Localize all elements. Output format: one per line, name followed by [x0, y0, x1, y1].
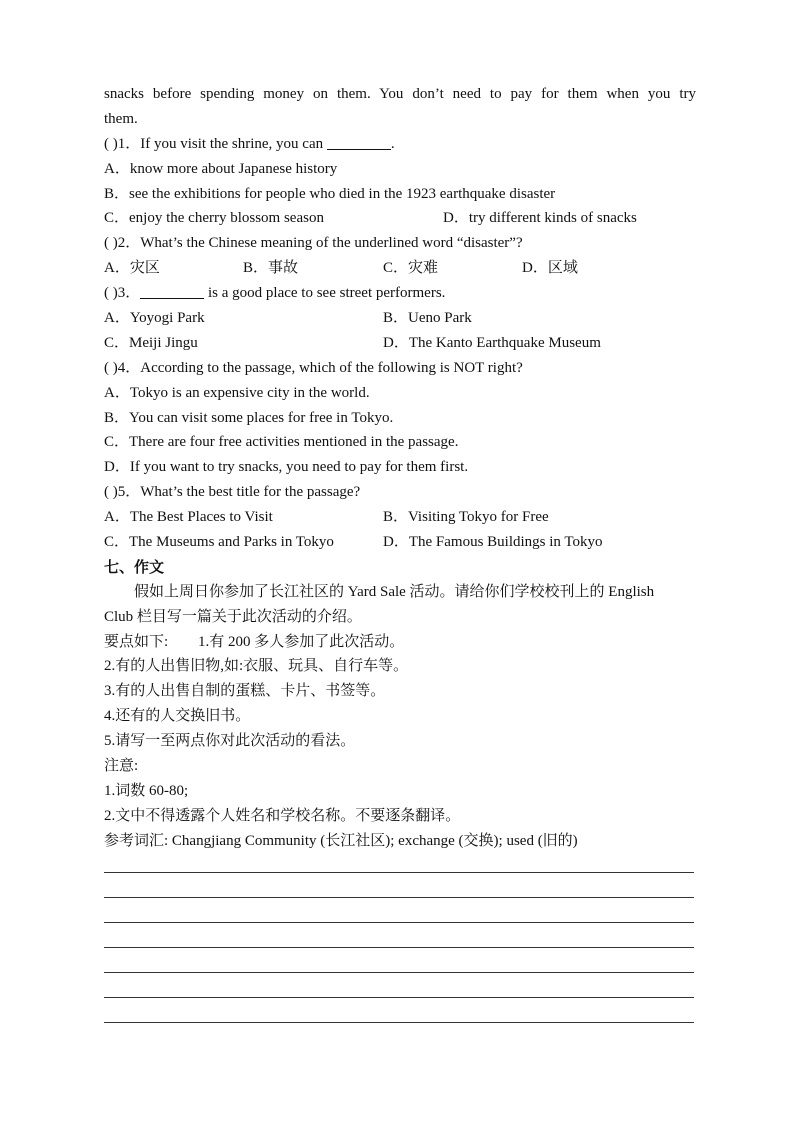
- question-2-options: [104, 256, 696, 281]
- writing-line[interactable]: [104, 947, 694, 948]
- points-label: 要点如下:: [104, 633, 169, 650]
- question-4-option-b: B．You can visit some places for free in Tokyo.: [104, 409, 394, 426]
- answer-blank: [327, 133, 391, 150]
- writing-line[interactable]: [104, 997, 694, 998]
- writing-point: 2.有的人出售旧物,如:衣服、玩具、自行车等。: [104, 658, 409, 675]
- question-5-option-a: A．The Best Places to Visit: [104, 509, 273, 526]
- question-4-option-c: C．There are four free activities mentioned in the passage.: [104, 434, 459, 451]
- question-4-option-a: A．Tokyo is an expensive city in the world.: [104, 384, 370, 401]
- question-2-option-d: D．区域: [522, 260, 578, 277]
- passage-text-line: them.: [104, 110, 138, 127]
- question-1-option-a: A．know more about Japanese history: [104, 160, 338, 177]
- question-2-option-b: B．事故: [243, 260, 299, 277]
- question-1-option-c: C．enjoy the cherry blossom season: [104, 210, 324, 227]
- writing-point: 4.还有的人交换旧书。: [104, 708, 251, 725]
- writing-point: 5.请写一至两点你对此次活动的看法。: [104, 733, 356, 750]
- question-3-tail: is a good place to see street performers.: [204, 285, 446, 302]
- question-5-options-ab: [104, 505, 696, 530]
- passage-text-line: snacks before spending money on them. You don’t need to pay for them when you try: [104, 86, 696, 102]
- question-1-option-d: D．try different kinds of snacks: [443, 210, 637, 227]
- vocabulary-reference: 参考词汇: Changjiang Community (长江社区); exchange (交换); used (旧的): [104, 832, 578, 849]
- question-1-option-b: B．see the exhibitions for people who died in the 1923 earthquake disaster: [104, 185, 556, 202]
- notes-label: 注意:: [104, 758, 139, 775]
- question-1-options-cd: [104, 206, 696, 231]
- writing-line[interactable]: [104, 1022, 694, 1023]
- question-2-option-a: A．灾区: [104, 260, 160, 277]
- question-5-options-cd: [104, 530, 696, 555]
- question-4-option-d: D．If you want to try snacks, you need to pay for them first.: [104, 459, 469, 476]
- question-4-stem: ( )4．According to the passage, which of the following is NOT right?: [104, 359, 523, 376]
- question-3-stem: ( )3．: [104, 285, 141, 302]
- writing-line[interactable]: [104, 972, 694, 973]
- question-1-tail: .: [390, 135, 395, 152]
- question-1-stem: ( )1．If you visit the shrine, you can: [104, 135, 327, 152]
- question-3-option-a: A．Yoyogi Park: [104, 310, 205, 327]
- question-5-option-c: C．The Museums and Parks in Tokyo: [104, 534, 334, 551]
- question-1: [104, 132, 696, 157]
- writing-point: 3.有的人出售自制的蛋糕、卡片、书签等。: [104, 683, 386, 700]
- question-3-option-b: B．Ueno Park: [383, 310, 472, 327]
- writing-note: 2.文中不得透露个人姓名和学校名称。不要逐条翻译。: [104, 807, 461, 824]
- answer-blank: [140, 282, 204, 299]
- question-5-option-d: D．The Famous Buildings in Tokyo: [383, 534, 603, 551]
- writing-line[interactable]: [104, 922, 694, 923]
- writing-line[interactable]: [104, 872, 694, 873]
- writing-intro-line: Club 栏目写一篇关于此次活动的介绍。: [104, 608, 362, 625]
- writing-intro-line: 假如上周日你参加了长江社区的 Yard Sale 活动。请给你们学校校刊上的 English: [134, 583, 655, 600]
- document-page: [104, 82, 696, 854]
- question-2-stem: ( )2．What’s the Chinese meaning of the underlined word “disaster”?: [104, 235, 523, 252]
- question-3-option-c: C．Meiji Jingu: [104, 334, 198, 351]
- question-5-stem: ( )5．What’s the best title for the passage?: [104, 484, 361, 501]
- question-2-option-c: C．灾难: [383, 260, 439, 277]
- writing-line[interactable]: [104, 897, 694, 898]
- writing-note: 1.词数 60-80;: [104, 782, 189, 799]
- section-heading: 七、作文: [104, 557, 165, 576]
- writing-points-header: [104, 630, 696, 655]
- question-3-option-d: D．The Kanto Earthquake Museum: [383, 334, 601, 351]
- question-3-options-ab: [104, 306, 696, 331]
- question-3: [104, 281, 696, 306]
- question-5-option-b: B．Visiting Tokyo for Free: [383, 509, 549, 526]
- writing-point: 1.有 200 多人参加了此次活动。: [198, 633, 405, 650]
- question-3-options-cd: [104, 331, 696, 356]
